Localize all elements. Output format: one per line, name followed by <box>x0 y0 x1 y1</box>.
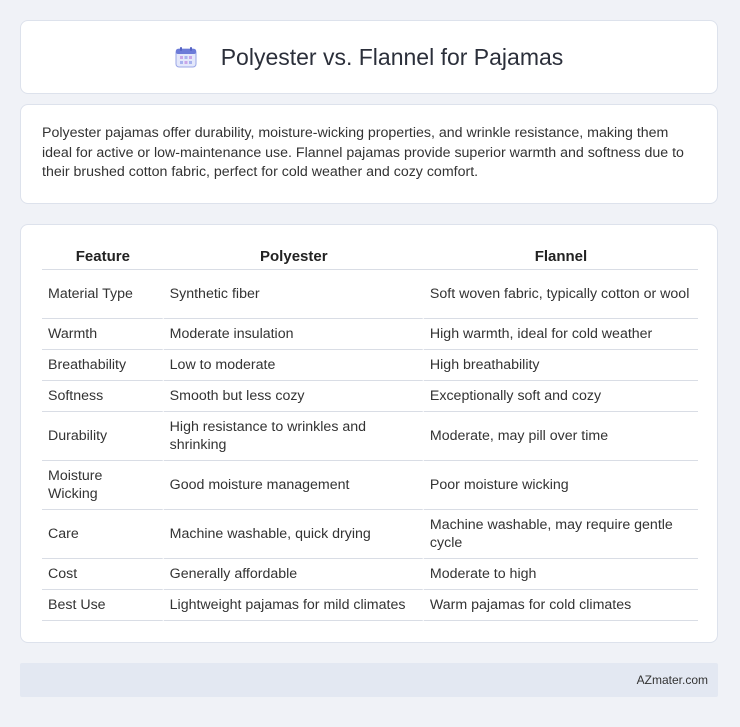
title-card <box>20 20 718 94</box>
comparison-table <box>42 243 698 621</box>
header-flannel: Flannel <box>424 243 698 270</box>
polyester-cell: High resistance to wrinkles and shrinking <box>164 412 424 461</box>
feature-cell: Softness <box>42 381 164 412</box>
comparison-table-card <box>20 224 718 643</box>
flannel-cell: Soft woven fabric, typically cotton or wool <box>424 270 698 319</box>
page-title: Polyester vs. Flannel for Pajamas <box>220 43 564 70</box>
calendar-icon <box>175 46 197 68</box>
polyester-cell: Good moisture management <box>164 461 424 510</box>
table-row <box>42 350 698 381</box>
feature-cell: Moisture Wicking <box>42 461 164 510</box>
polyester-cell: Machine washable, quick drying <box>164 510 424 559</box>
table-row <box>42 381 698 412</box>
intro-text: Polyester pajamas offer durability, moisture-wicking properties, and wrinkle resistance, making them ideal for active or low-maintenance use. Flannel pajamas provide superior warmth and softness due to their brushed cotton fabric, perfect for cold weather and cozy comfort. <box>42 125 684 180</box>
feature-cell: Best Use <box>42 590 164 621</box>
flannel-cell: Warm pajamas for cold climates <box>424 590 698 621</box>
flannel-cell: High warmth, ideal for cold weather <box>424 319 698 350</box>
polyester-cell: Synthetic fiber <box>164 270 424 319</box>
table-row <box>42 559 698 590</box>
flannel-cell: Poor moisture wicking <box>424 461 698 510</box>
flannel-cell: Moderate, may pill over time <box>424 412 698 461</box>
feature-cell: Material Type <box>42 270 164 319</box>
table-header-row <box>42 243 698 270</box>
flannel-cell: Moderate to high <box>424 559 698 590</box>
polyester-cell: Smooth but less cozy <box>164 381 424 412</box>
feature-cell: Cost <box>42 559 164 590</box>
table-row <box>42 590 698 621</box>
flannel-cell: High breathability <box>424 350 698 381</box>
table-row <box>42 319 698 350</box>
table-row <box>42 412 698 461</box>
polyester-cell: Generally affordable <box>164 559 424 590</box>
feature-cell: Care <box>42 510 164 559</box>
feature-cell: Durability <box>42 412 164 461</box>
table-row <box>42 270 698 319</box>
footer-bar <box>20 663 718 697</box>
header-feature: Feature <box>42 243 164 270</box>
flannel-cell: Machine washable, may require gentle cycle <box>424 510 698 559</box>
polyester-cell: Low to moderate <box>164 350 424 381</box>
feature-cell: Warmth <box>42 319 164 350</box>
polyester-cell: Moderate insulation <box>164 319 424 350</box>
polyester-cell: Lightweight pajamas for mild climates <box>164 590 424 621</box>
header-polyester: Polyester <box>164 243 424 270</box>
table-row <box>42 461 698 510</box>
table-row <box>42 510 698 559</box>
footer-brand: AZmater.com <box>636 673 708 687</box>
intro-card <box>20 104 718 204</box>
flannel-cell: Exceptionally soft and cozy <box>424 381 698 412</box>
feature-cell: Breathability <box>42 350 164 381</box>
